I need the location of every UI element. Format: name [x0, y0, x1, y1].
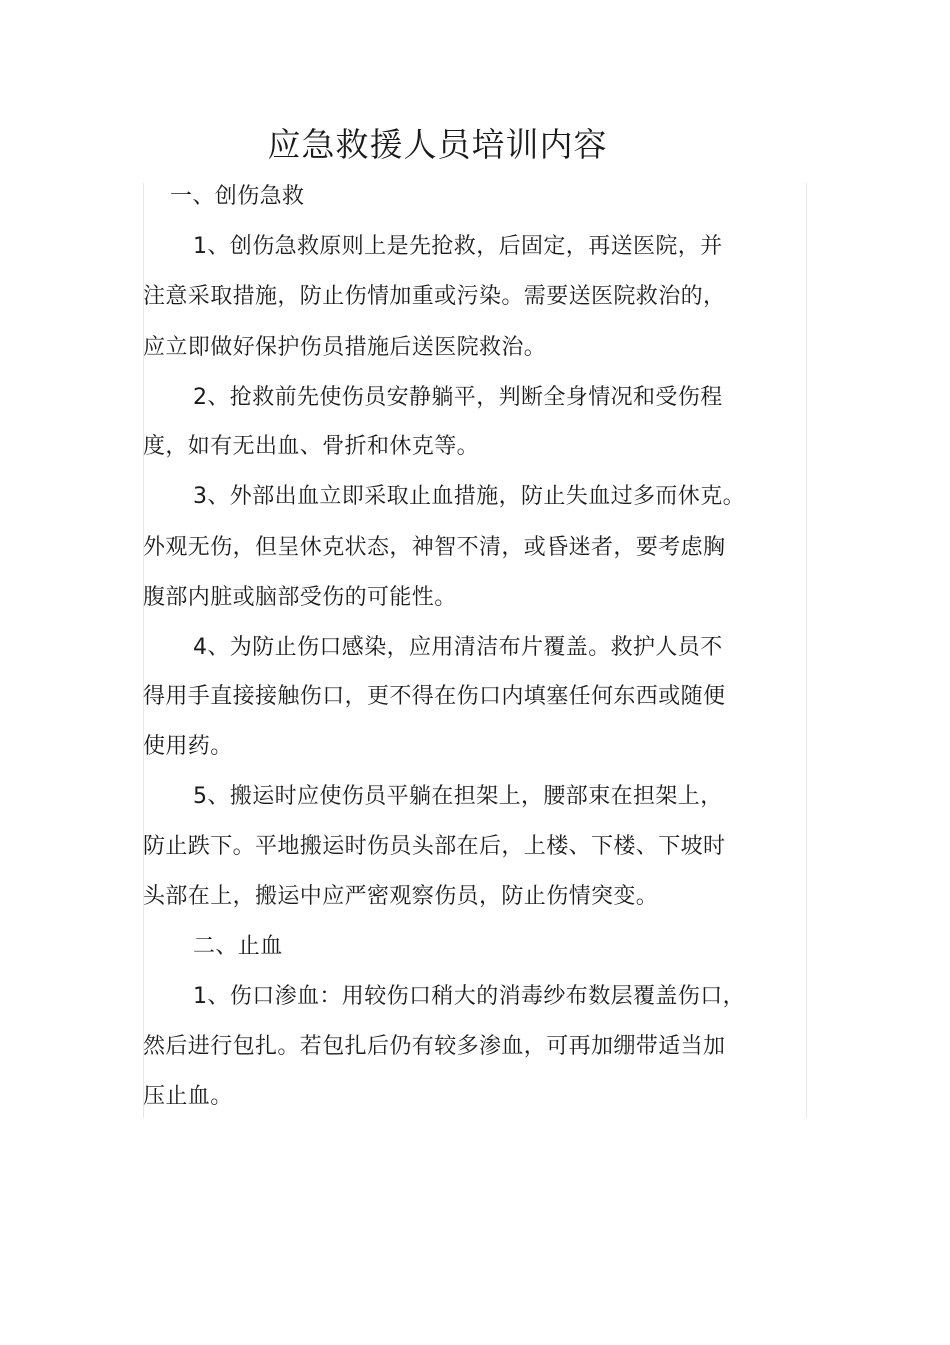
- paragraph-line: 压止血。: [143, 1084, 233, 1109]
- paragraph-line: 度，如有无出血、骨折和休克等。: [143, 434, 480, 459]
- paragraph-line: 1、创伤急救原则上是先抢救，后固定，再送医院，并: [193, 234, 723, 259]
- paragraph-line: 注意采取措施，防止伤情加重或污染。需要送医院救治的，: [143, 284, 726, 309]
- paragraph-line: 头部在上，搬运中应严密观察伤员，防止伤情突变。: [143, 884, 659, 909]
- paragraph-line: 4、为防止伤口感染，应用清洁布片覆盖。救护人员不: [193, 635, 723, 660]
- paragraph-line: 3、外部出血立即采取止血措施，防止失血过多而休克。: [193, 484, 745, 509]
- paragraph-line: 5、搬运时应使伤员平躺在担架上，腰部束在担架上，: [193, 784, 723, 809]
- paragraph-line: 使用药。: [143, 734, 233, 759]
- paragraph-line: 1、伤口渗血：用较伤口稍大的消毒纱布数层覆盖伤口，: [193, 984, 745, 1009]
- paragraph-line: 防止跌下。平地搬运时伤员头部在后，上楼、下楼、下坡时: [143, 834, 726, 859]
- paragraph-line: 应立即做好保护伤员措施后送医院救治。: [143, 335, 547, 360]
- paragraph-line: 外观无伤，但呈休克状态，神智不清，或昏迷者，要考虑胸: [143, 535, 726, 560]
- paragraph-line: 然后进行包扎。若包扎后仍有较多渗血，可再加绷带适当加: [143, 1034, 726, 1059]
- section-heading: 二、止血: [193, 934, 283, 959]
- section-heading: 一、创伤急救: [170, 184, 305, 209]
- paragraph-line: 2、抢救前先使伤员安静躺平，判断全身情况和受伤程: [193, 385, 723, 410]
- document-title: 应急救援人员培训内容: [267, 125, 608, 164]
- paragraph-line: 腹部内脏或脑部受伤的可能性。: [143, 585, 457, 610]
- paragraph-line: 得用手直接接触伤口，更不得在伤口内填塞任何东西或随便: [143, 684, 726, 709]
